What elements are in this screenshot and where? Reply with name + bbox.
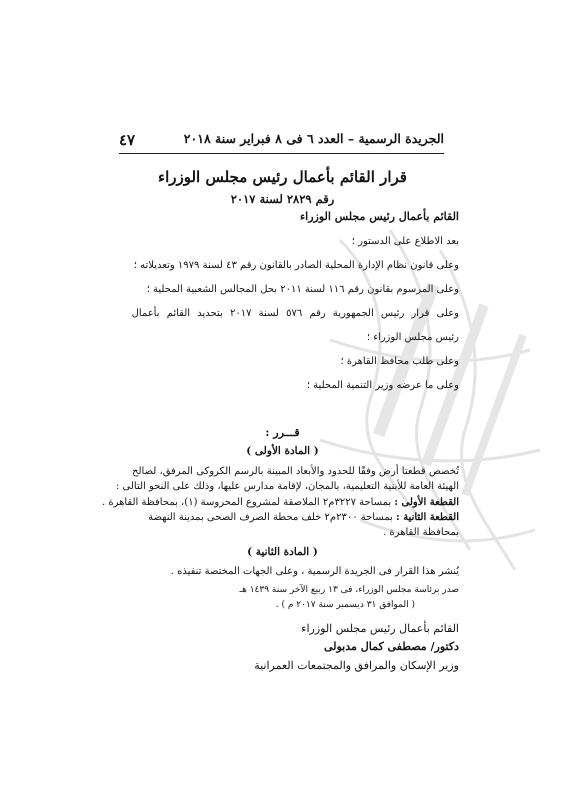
issued-date-line: ( الموافق ٣١ ديسمبر سنة ٢٠١٧ م ) . — [275, 600, 415, 610]
plot2-continuation: بمحافظة القاهرة . — [383, 527, 459, 538]
decree-title: قرار القائم بأعمال رئيس مجلس الوزراء — [158, 168, 407, 186]
preamble-line: وعلى طلب محافظ القاهرة ؛ — [340, 356, 459, 367]
signatory-name: دكتور/ مصطفى كمال مدبولى — [323, 640, 459, 653]
plot1-text: بمساحة ٣٢٢٧م٢ الملاصقة لمشروع المحروسة (١)، بمحافظة القاهرة . — [101, 497, 395, 508]
signatory-position: وزير الإسكان والمرافق والمجتمعات العمرانية — [254, 659, 459, 672]
preamble-line: رئيس مجلس الوزراء ؛ — [366, 332, 459, 343]
plot1-line — [102, 497, 459, 508]
issuer-heading: القائم بأعمال رئيس مجلس الوزراء — [299, 210, 459, 223]
journal-issue-line: الجريدة الرسمية – العدد ٦ فى ٨ فبراير سنة ٢٠١٨ — [183, 131, 444, 146]
header-rule — [119, 153, 444, 154]
preamble-line: وعلى ما عرضه وزير التنمية المحلية ؛ — [306, 380, 459, 391]
preamble-line: وعلى المرسوم بقانون رقم ١١٦ لسنة ٢٠١١ بحل المجالس الشعبية المحلية ؛ — [146, 284, 459, 295]
page-header — [119, 131, 444, 155]
issued-line: صدر برئاسة مجلس الوزراء، فى ١٣ ربيع الآخر سنة ١٤٣٩ هـ — [239, 585, 459, 595]
watermark-seal — [300, 220, 550, 620]
signature-title: القائم بأعمال رئيس مجلس الوزراء — [301, 622, 459, 635]
preamble-line: وعلى قرار رئيس الجمهورية رقم ٥٧٦ لسنة ٢٠١٧ بتحديد القائم بأعمال — [131, 308, 459, 319]
article2-heading: ( المادة الثانية ) — [247, 546, 318, 558]
page-number: ٤٧ — [119, 131, 136, 149]
article1-line: تُخصص قطعتا أرض وفقًا للحدود والأبعاد المبينة بالرسم الكروكى المرفق، لصالح — [132, 466, 459, 477]
decree-number: رقم ٢٨٢٩ لسنة ٢٠١٧ — [230, 192, 335, 206]
plot1-label: القطعة الأولى : — [394, 497, 459, 508]
plot2-line — [148, 512, 459, 523]
preamble-line: وعلى قانون نظام الإدارة المحلية الصادر بالقانون رقم ٤٣ لسنة ١٩٧٩ وتعديلاته ؛ — [133, 260, 459, 271]
plot2-text: بمساحة ٢٣٠٠م٢ خلف محطة الصرف الصحى بمدينة النهضة — [148, 512, 397, 523]
article2-text: يُنشر هذا القرار فى الجريدة الرسمية ، وعلى الجهات المختصة تنفيذه . — [170, 566, 459, 577]
preamble-line: بعد الاطلاع على الدستور ؛ — [351, 236, 459, 247]
decided-heading: قـــرر : — [265, 426, 300, 439]
plot2-label: القطعة الثانية : — [396, 512, 459, 523]
article1-heading: ( المادة الأولى ) — [246, 445, 319, 457]
article1-line: الهيئة العامة للأبنية التعليمية، بالمجان، لإقامة مدارس عليها، وذلك على النحو التالى : — [115, 481, 459, 492]
